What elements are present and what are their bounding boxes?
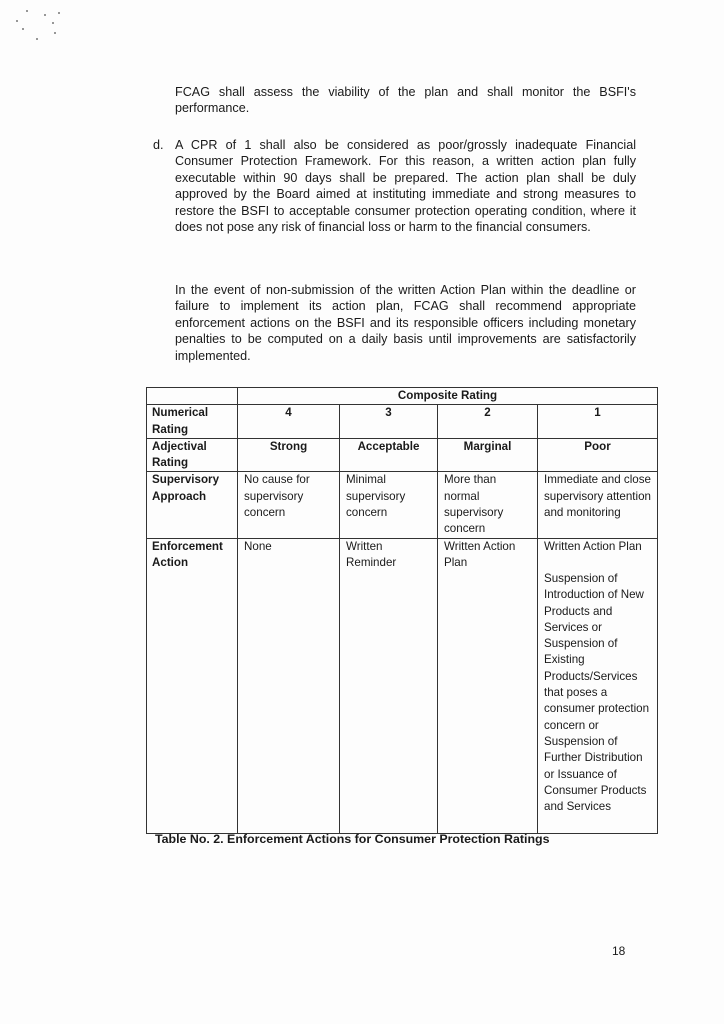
- row-label-supervisory-approach: Supervisory Approach: [147, 472, 238, 538]
- scan-specks: [14, 8, 74, 48]
- list-marker-d: d.: [153, 138, 164, 152]
- cell-supervisory-1: Immediate and close supervisory attention and monitoring: [538, 472, 658, 538]
- cell-adjectival-strong: Strong: [238, 438, 340, 472]
- row-label-numerical-rating: Numerical Rating: [147, 405, 238, 439]
- paragraph-item-d: A CPR of 1 shall also be considered as poor/grossly inadequate Financial Consumer Protection Framework. For this reason, a written action plan fully executable within 90 days shall be prepared. The action plan shall be duly approved by the Board aimed at instituting immediate and strong measures to restore the BSFI to acceptable consumer protection operating condition, where it does not pose any risk of financial loss or harm to the financial consumers.: [175, 138, 636, 235]
- table-corner-cell: [147, 388, 238, 405]
- cell-numerical-2: 2: [438, 405, 538, 439]
- enforcement-poor-action: Written Action Plan: [544, 539, 642, 553]
- cell-supervisory-2: More than normal supervisory concern: [438, 472, 538, 538]
- page-number: 18: [612, 944, 626, 958]
- cell-enforcement-1: [538, 538, 658, 833]
- cell-adjectival-poor: Poor: [538, 438, 658, 472]
- cell-enforcement-3: Written Reminder: [340, 538, 438, 833]
- cell-enforcement-2: Written Action Plan: [438, 538, 538, 833]
- cell-enforcement-4: None: [238, 538, 340, 833]
- row-label-adjectival-rating: Adjectival Rating: [147, 438, 238, 472]
- row-label-enforcement-action: Enforcement Action: [147, 538, 238, 833]
- cell-numerical-3: 3: [340, 405, 438, 439]
- cell-supervisory-4: No cause for supervisory concern: [238, 472, 340, 538]
- table-caption: Table No. 2. Enforcement Actions for Consumer Protection Ratings: [155, 832, 550, 846]
- enforcement-poor-suspension: Suspension of Introduction of New Products and Services or Suspension of Existing Products/Services that poses a consumer protection concern or Suspension of Further Distribution or Issuance of Consumer Products and Services: [544, 571, 650, 814]
- paragraph-non-submission: In the event of non-submission of the written Action Plan within the deadline or failure to implement its action plan, FCAG shall recommend appropriate enforcement actions on the BSFI and its responsible officers including monetary penalties to be computed on a daily basis until improvements are satisfactorily implemented.: [175, 283, 636, 363]
- composite-rating-table: [146, 387, 658, 834]
- cell-adjectival-acceptable: Acceptable: [340, 438, 438, 472]
- cell-adjectival-marginal: Marginal: [438, 438, 538, 472]
- table-header-composite-rating: Composite Rating: [238, 388, 658, 405]
- cell-supervisory-3: Minimal supervisory concern: [340, 472, 438, 538]
- paragraph-intro: FCAG shall assess the viability of the plan and shall monitor the BSFI's performance.: [175, 85, 636, 116]
- cell-numerical-1: 1: [538, 405, 658, 439]
- cell-numerical-4: 4: [238, 405, 340, 439]
